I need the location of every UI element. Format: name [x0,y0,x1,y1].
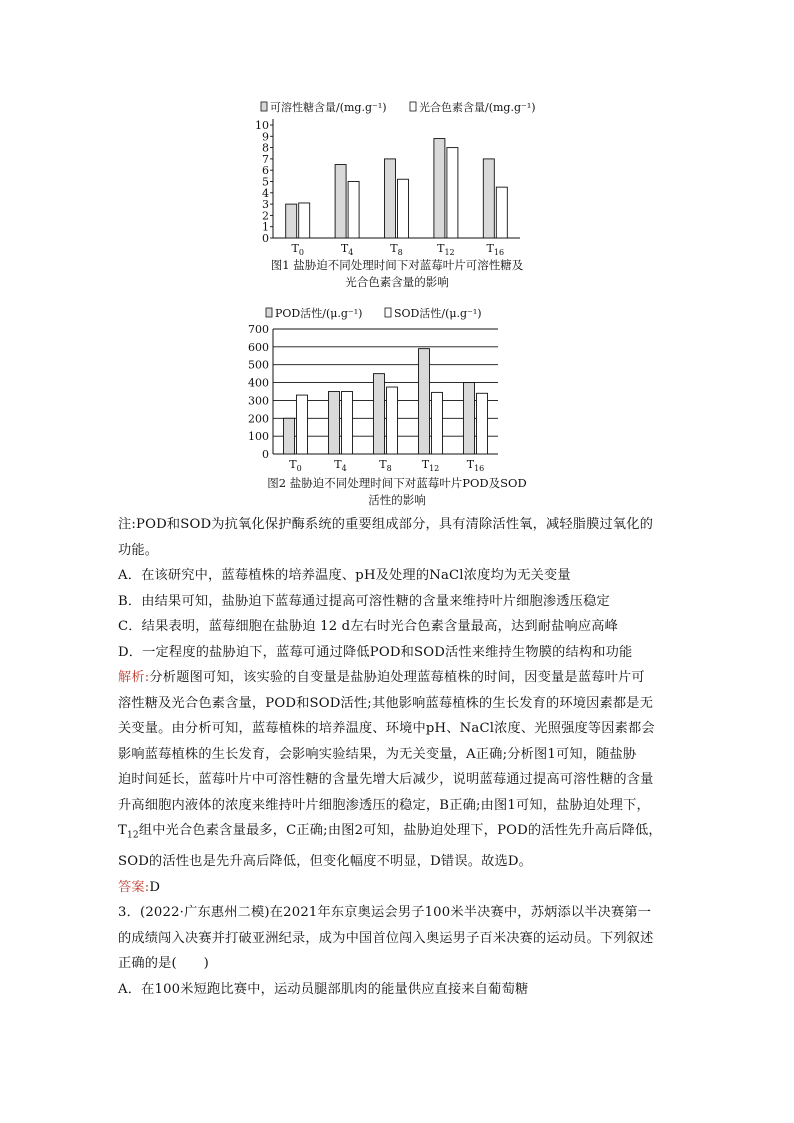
x-tick-label: $T_0$ [291,242,304,257]
option-c: C．结果表明，蓝莓细胞在盐胁迫 12 d左右时光合色素含量最高，达到耐盐响应高峰 [118,619,619,634]
q3-line-3: 正确的是( ) [118,956,210,972]
analysis-line-8: SOD的活性也是先升高后降低，但变化幅度不明显，D错误。故选D。 [118,854,533,870]
note-line-2: 功能。 [118,542,159,558]
legend-label-2: 光合色素含量/(mg.g⁻¹) [419,101,536,114]
analysis-line-5: 迫时间延长，蓝莓叶片中可溶性糖的含量先增大后减少，说明蓝莓通过提高可溶性糖的含量 [118,772,654,787]
bar-1-T8 [374,374,385,454]
y-tick-label: 7 [262,152,269,166]
y-tick-label: 700 [248,323,269,336]
answer-value: D [149,879,161,895]
x-tick-label: $T_{12}$ [437,242,455,257]
bar-2-T8 [387,387,398,454]
legend-swatch-1 [266,308,272,317]
figure-2-caption-line1: 图2 盐胁迫不同处理时间下对蓝莓叶片POD及SOD [267,476,527,490]
analysis-label: 解析: [118,670,150,685]
q3-line-2: 的成绩闯入决赛并打破亚洲纪录，成为中国首位闯入奥运男子百米决赛的运动员。下列叙述 [118,930,654,946]
y-tick-label: 400 [248,376,269,390]
x-tick-label: $T_4$ [334,458,347,473]
y-tick-label: 100 [248,430,269,444]
bar-2-T0 [297,395,308,454]
analysis-t-label: T [118,823,127,838]
x-tick-label: $T_0$ [289,458,302,473]
y-tick-label: 300 [248,394,269,408]
analysis-line-1 [118,665,688,691]
note-line-1: 注:POD和SOD为抗氧化保护酶系统的重要组成部分，具有清除活性氧，减轻脂膜过氧化的 [118,517,654,532]
legend-swatch-1 [261,102,267,111]
option-a: A．在该研究中，蓝莓植株的培养温度、pH及处理的NaCl浓度均为无关变量 [118,568,571,583]
y-tick-label: 6 [262,164,269,178]
analysis-line-7 [118,818,688,849]
y-tick-label: 9 [262,130,269,144]
bar-1-T12 [434,139,445,238]
legend-swatch-2 [410,102,416,111]
bar-1-T0 [284,418,295,454]
bar-1-T8 [385,159,396,238]
analysis-text-1: 分析题图可知，该实验的自变量是盐胁迫处理蓝莓植株的时间，因变量是蓝莓叶片可 [149,670,645,685]
x-tick-label: $T_{12}$ [421,458,440,473]
x-tick-label: $T_{16}$ [466,458,485,473]
bar-2-T4 [348,182,359,239]
answer-label: 答案: [118,879,150,895]
y-tick-label: 4 [262,186,269,200]
bar-1-T4 [329,392,340,455]
legend-label-2: SOD活性/(μ.g⁻¹) [394,307,482,320]
question-body [118,512,688,1002]
bar-1-T16 [464,383,475,454]
figure-2-caption [0,475,794,509]
analysis-t-subscript: 12 [127,830,139,841]
x-tick-label: $T_4$ [340,242,354,257]
answer-line [118,875,688,901]
y-tick-label: 5 [262,175,269,189]
y-tick-label: 0 [262,448,269,461]
bar-1-T0 [286,204,297,238]
x-tick-label: $T_8$ [390,242,403,257]
y-tick-label: 3 [262,198,269,212]
x-tick-label: $T_{16}$ [486,242,505,257]
option-d: D．一定程度的盐胁迫下，蓝莓可通过降低POD和SOD活性来维持生物膜的结构和功能 [118,644,633,660]
y-tick-label: 200 [248,412,269,426]
figure-2-chart [0,300,794,478]
legend-label-1: 可溶性糖含量/(mg.g⁻¹) [270,101,387,114]
bar-1-T4 [335,165,346,238]
bar-2-T12 [432,392,443,454]
analysis-line-4: 影响蓝莓植株的生长发育，会影响实验结果，为无关变量，A正确;分析图1可知，随盐胁 [118,746,637,762]
legend-label-1: POD活性/(μ.g⁻¹) [275,307,363,320]
figure-1-chart [0,92,794,260]
analysis-line-6: 升高细胞内液体的浓度来维持叶片细胞渗透压的稳定，B正确;由图1可知，盐胁迫处理下， [118,797,650,813]
bar-2-T16 [496,187,507,238]
y-tick-label: 500 [248,358,269,372]
bar-2-T0 [299,203,310,238]
bar-1-T12 [419,349,430,454]
y-tick-label: 10 [255,119,269,132]
bar-2-T16 [477,393,488,454]
y-tick-label: 1 [262,220,269,234]
q3-option-a: A．在100米短跑比赛中，运动员腿部肌肉的能量供应直接来自葡萄糖 [118,981,529,997]
bar-1-T16 [483,159,494,238]
option-b: B．由结果可知，盐胁迫下蓝莓通过提高可溶性糖的含量来维持叶片细胞渗透压稳定 [118,593,610,609]
figure-2-caption-line2: 活性的影响 [368,493,426,507]
figure-1-caption-line1: 图1 盐胁迫不同处理时间下对蓝莓叶片可溶性糖及 [270,258,524,272]
analysis-line-3: 关变量。由分析可知，蓝莓植株的培养温度、环境中pH、NaCl浓度、光照强度等因素都会 [118,721,655,736]
analysis-line-2: 溶性糖及光合色素含量，POD和SOD活性;其他影响蓝莓植株的生长发育的环境因素都是无 [118,695,654,711]
figure-1-caption-line2: 光合色素含量的影响 [345,275,449,289]
bar-2-T4 [342,392,353,455]
bar-2-T12 [447,148,458,238]
y-tick-label: 8 [262,141,269,155]
q3-line-1: 3．(2022·广东惠州二模)在2021年东京奥运会男子100米半决赛中，苏炳添以半决赛第一 [118,905,652,921]
y-tick-label: 2 [262,209,269,223]
legend-swatch-2 [385,308,391,317]
figure-1-caption [0,257,794,291]
analysis-text-7: 组中光合色素含量最多，C正确;由图2可知，盐胁迫处理下，POD的活性先升高后降低， [138,823,662,838]
y-tick-label: 600 [248,340,269,354]
x-tick-label: $T_8$ [379,458,392,473]
bar-2-T8 [398,179,409,238]
y-tick-label: 0 [262,232,269,245]
